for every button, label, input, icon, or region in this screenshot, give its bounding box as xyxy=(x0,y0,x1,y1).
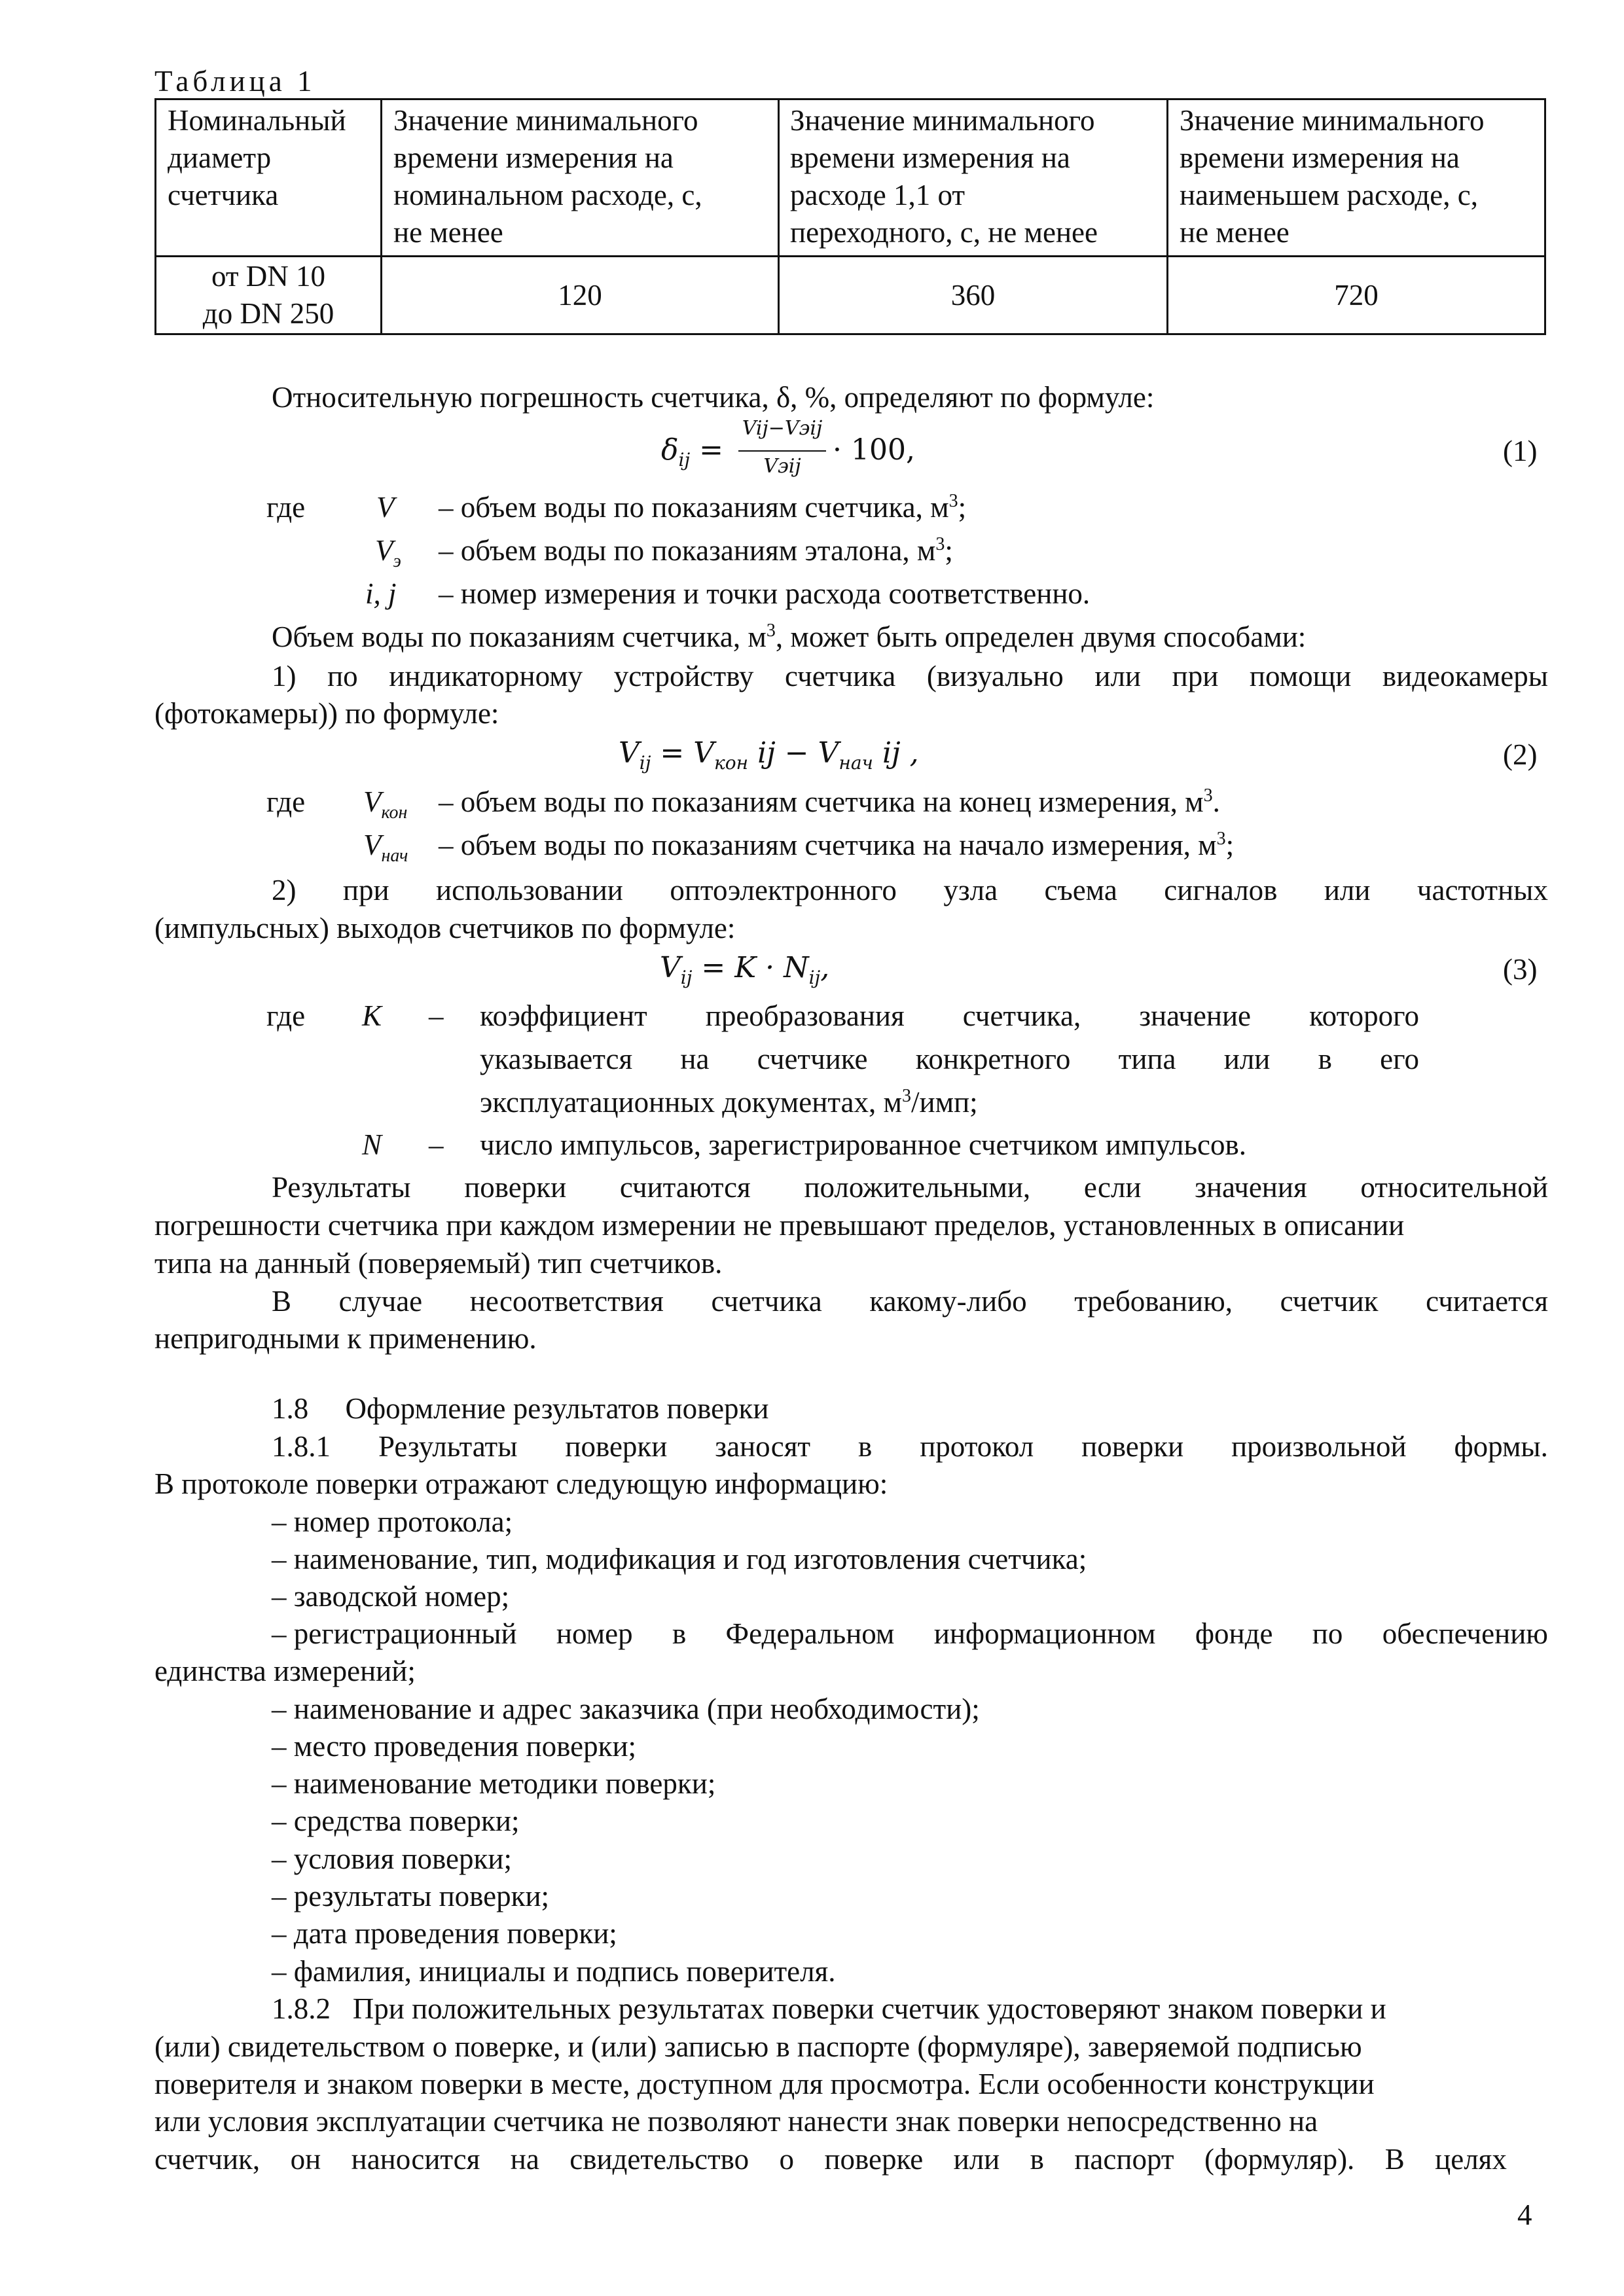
header-cell-minimal: Значение минимального времени измерения на наименьшем расходе, с, не менее xyxy=(1180,104,1485,249)
definition: число импульсов, зарегистрированное счетчиком импульсов. xyxy=(480,1128,1246,1161)
table-header-divider xyxy=(154,255,1546,257)
fraction-bar xyxy=(738,450,826,452)
where-label: где xyxy=(266,999,306,1032)
section-heading: 1.8 Оформление результатов поверки xyxy=(272,1392,769,1425)
symbol: $V_э$ xyxy=(375,534,401,571)
value-cell: 720 xyxy=(1334,279,1379,312)
paragraph-182-cont: поверителя и знаком поверки в месте, доступном для просмотра. Если особенности конструкции xyxy=(154,2068,1375,2100)
paragraph-182-cont: счетчик, он наносится на свидетельство о поверке или в паспорт (формуляр). В целях xyxy=(154,2143,1507,2176)
list-item: – условия поверки; xyxy=(272,1842,512,1875)
header-cell-transitional: Значение минимального времени измерения на расходе 1,1 от переходного, с, не менее xyxy=(790,104,1098,249)
table-caption: Таблица 1 xyxy=(154,65,316,98)
paragraph-failure-cont: непригодными к применению. xyxy=(154,1322,537,1355)
symbol: $V_{нач}$ xyxy=(363,829,408,866)
definition: – объем воды по показаниям эталона, $м^3$; xyxy=(439,534,953,567)
list-item-1-cont: (фотокамеры)) по формуле: xyxy=(154,697,499,730)
list-item: – наименование и адрес заказчика (при необходимости); xyxy=(272,1693,980,1725)
paragraph-181: 1.8.1 Результаты поверки заносят в протокол поверки произвольной формы. xyxy=(272,1430,1548,1463)
list-item-2-cont: (импульсных) выходов счетчиков по формуле: xyxy=(154,912,736,944)
list-item-2: 2) при использовании оптоэлектронного узла съема сигналов или частотных xyxy=(272,874,1548,906)
paragraph: Объем воды по показаниям счетчика, $м^3$, может быть определен двумя способами: xyxy=(272,620,1307,653)
formula-denominator: Vэij xyxy=(763,455,801,478)
header-cell-nominal: Значение минимального времени измерения на номинальном расходе, с, не менее xyxy=(393,104,702,249)
paragraph-182-cont: (или) свидетельством о поверке, и (или) записью в паспорте (формуляре), заверяемой подписью xyxy=(154,2030,1362,2063)
list-item-1: 1) по индикаторному устройству счетчика (визуально или при помощи видеокамеры xyxy=(272,660,1548,692)
diameter-cell: от DN 10 до DN 250 xyxy=(202,260,334,330)
table-border-right xyxy=(1544,98,1546,335)
table-border-top xyxy=(154,98,1546,100)
list-item: – дата проведения поверки; xyxy=(272,1917,617,1950)
definition-cont: эксплуатационных документах, $м^3$/имп; xyxy=(480,1086,978,1119)
header-cell-diameter: Номинальный диаметр счетчика xyxy=(168,104,346,211)
formula-3: $V_{ij} = K \cdot N_{ij}$, xyxy=(660,951,830,988)
paragraph-181-cont: В протоколе поверки отражают следующую информацию: xyxy=(154,1467,888,1500)
formula-number: (2) xyxy=(1503,738,1538,771)
list-item: – номер протокола; xyxy=(272,1505,513,1538)
paragraph: Относительную погрешность счетчика, δ, %, определяют по формуле: xyxy=(272,381,1155,414)
data-table xyxy=(154,98,1546,335)
definition: – объем воды по показаниям счетчика, $м^3$; xyxy=(439,491,967,524)
value-cell: 120 xyxy=(558,279,602,312)
formula-lhs: $\delta_{ij}$ = xyxy=(661,433,723,471)
list-item: – фамилия, инициалы и подпись поверителя. xyxy=(272,1955,836,1988)
list-item: – наименование методики поверки; xyxy=(272,1767,716,1800)
where-label: где xyxy=(266,785,306,818)
dash: – xyxy=(429,999,444,1032)
paragraph-results-cont: погрешности счетчика при каждом измерении не превышают пределов, установленных в описании xyxy=(154,1209,1405,1242)
table-border-bottom xyxy=(154,333,1546,335)
where-label: где xyxy=(266,491,306,524)
definition: – объем воды по показаниям счетчика на начало измерения, $м^3$; xyxy=(439,829,1235,861)
formula-number: (3) xyxy=(1503,953,1538,986)
definition: – номер измерения и точки расхода соответственно. xyxy=(439,577,1091,610)
list-item: – место проведения поверки; xyxy=(272,1730,637,1763)
paragraph-182: 1.8.2 При положительных результатах поверки счетчик удостоверяют знаком поверки и xyxy=(272,1992,1386,2025)
symbol: K xyxy=(362,999,382,1032)
symbol: i, j xyxy=(365,577,397,610)
dash: – xyxy=(429,1128,444,1161)
definition: коэффициент преобразования счетчика, значение которого xyxy=(480,999,1419,1032)
paragraph-results: Результаты поверки считаются положительными, если значения относительной xyxy=(272,1171,1548,1204)
symbol: $V_{кон}$ xyxy=(363,785,408,823)
definition: – объем воды по показаниям счетчика на конец измерения, $м^3$. xyxy=(439,785,1220,818)
paragraph-results-cont: типа на данный (поверяемый) тип счетчиков. xyxy=(154,1247,723,1280)
definition-cont: указывается на счетчике конкретного типа или в его xyxy=(480,1043,1419,1075)
formula-rest: · 100, xyxy=(833,433,915,467)
list-item: – средства поверки; xyxy=(272,1804,520,1837)
list-item: – заводской номер; xyxy=(272,1580,510,1613)
list-item: – регистрационный номер в Федеральном информационном фонде по обеспечению xyxy=(272,1617,1548,1650)
symbol: V xyxy=(376,491,395,524)
paragraph-failure: В случае несоответствия счетчика какому-либо требованию, счетчик считается xyxy=(272,1285,1548,1318)
list-item: – результаты поверки; xyxy=(272,1880,550,1912)
list-item-cont: единства измерений; xyxy=(154,1655,416,1687)
paragraph-182-cont: или условия эксплуатации счетчика не позволяют нанести знак поверки непосредственно на xyxy=(154,2105,1318,2138)
value-cell: 360 xyxy=(950,279,996,312)
formula-numerator: Vij−Vэij xyxy=(742,417,823,440)
formula-number: (1) xyxy=(1503,435,1538,467)
formula-2: $V_{ij} = V_{кон}$ ij − $V_{нач}$ ij , xyxy=(619,736,919,774)
list-item: – наименование, тип, модификация и год изготовления счетчика; xyxy=(272,1543,1087,1575)
symbol: N xyxy=(362,1128,382,1161)
page-number: 4 xyxy=(1517,2198,1532,2231)
